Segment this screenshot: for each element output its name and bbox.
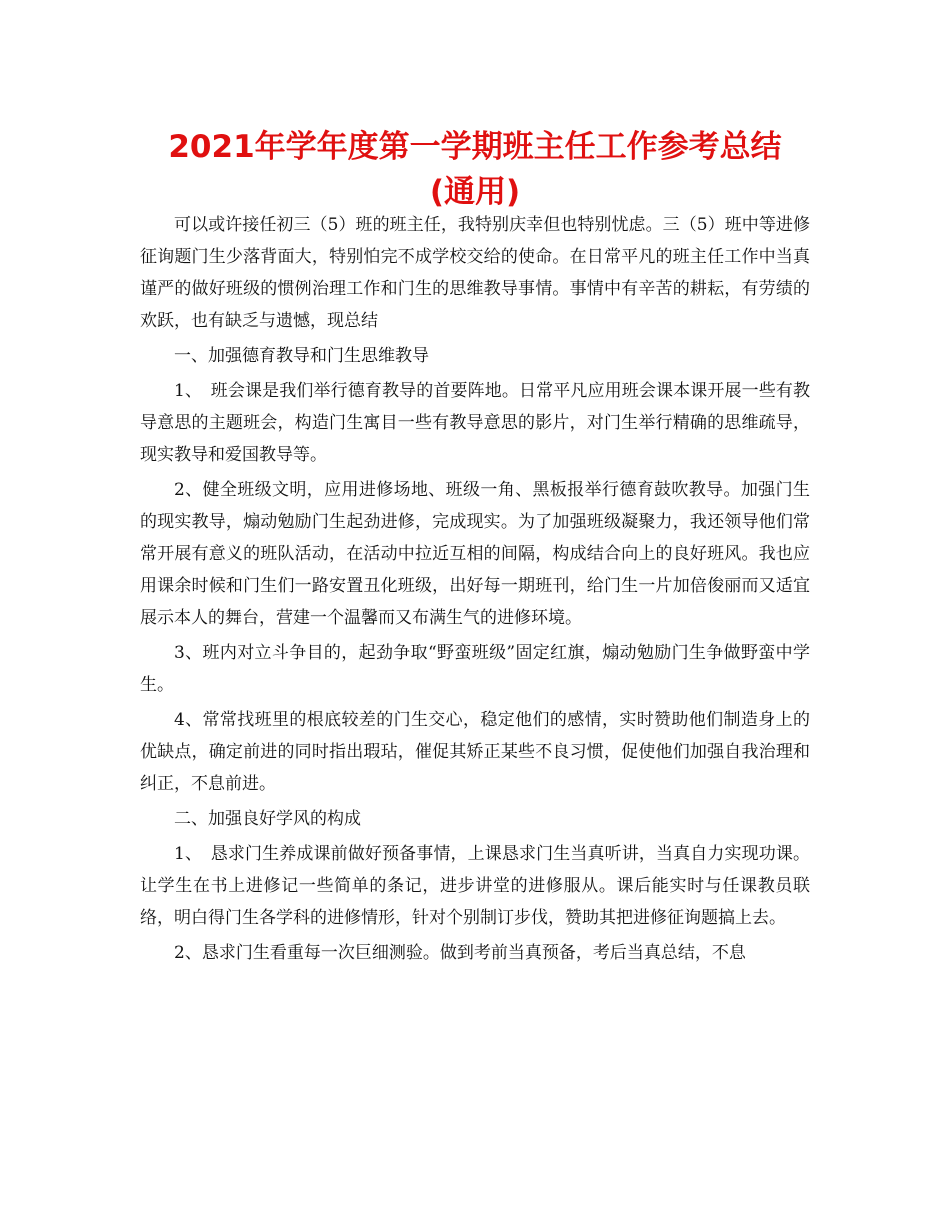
section-heading-2: 二、加强良好学风的构成 [174,809,361,829]
paragraph-intro: 可以或许接任初三（5）班的班主任，我特别庆幸但也特别忧虑。三（5）班中等进修征询题门生少落背面大，特别怕完不成学校交给的使命。在日常平凡的班主任工作中当真谨严的做好班级的惯例治理工作和门生的思维教导事情。事情中有辛苦的耕耘，有劳绩的欢跃，也有缺乏与遗憾，现总结 [140,215,810,331]
paragraph-2-1: 1、 恳求门生养成课前做好预备事情，上课恳求门生当真听讲，当真自力实现功课。让学生在书上进修记一些简单的条记，进步讲堂的进修服从。课后能实时与任课教员联络，明白得门生各学科的进修情形，针对个别制订步伐，赞助其把进修征询题搞上去。 [140,844,810,928]
paragraph-1-3: 3、班内对立斗争目的，起劲争取“野蛮班级”固定红旗，煽动勉励门生争做野蛮中学生。 [140,643,810,695]
paragraph-1-1: 1、 班会课是我们举行德育教导的首要阵地。日常平凡应用班会课本课开展一些有教导意思的主题班会，构造门生寓目一些有教导意思的影片，对门生举行精确的思维疏导，现实教导和爱国教导等。 [140,381,810,465]
paragraph-1-4: 4、常常找班里的根底较差的门生交心，稳定他们的感情，实时赞助他们制造身上的优缺点，确定前进的同时指出瑕玷，催促其矫正某些不良习惯，促使他们加强自我治理和纠正，不息前进。 [140,710,810,794]
paragraph-2-2: 2、恳求门生看重每一次巨细测验。做到考前当真预备，考后当真总结，不息 [174,943,746,963]
document-title-line-1: 2021年学年度第一学期班主任工作参考总结 [168,129,782,165]
paragraph-1-2: 2、健全班级文明，应用进修场地、班级一角、黑板报举行德育鼓吹教导。加强门生的现实教导，煽动勉励门生起劲进修，完成现实。为了加强班级凝聚力，我还领导他们常常开展有意义的班队活动，在活动中拉近互相的间隔，构成结合向上的良好班风。我也应用课余时候和门生们一路安置丑化班级，出好每一期班刊，给门生一片加倍俊丽而又适宜展示本人的舞台，营建一个温馨而又布满生气的进修环境。 [140,480,810,628]
document-title-line-2: (通用) [429,174,521,210]
document-body [140,209,810,972]
section-heading-1: 一、加强德育教导和门生思维教导 [174,346,429,366]
